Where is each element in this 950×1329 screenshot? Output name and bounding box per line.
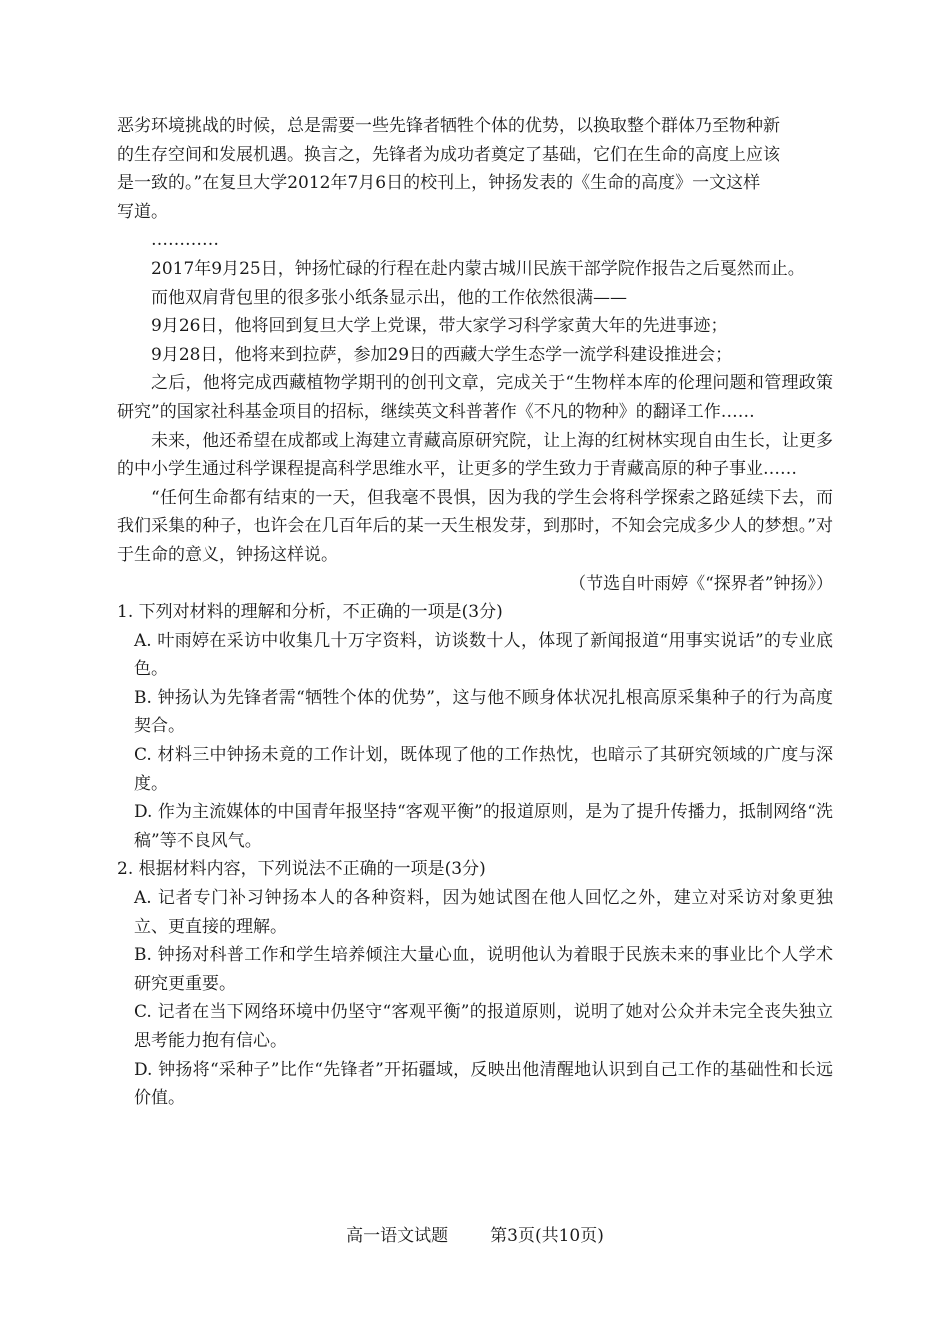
passage-paragraph-continued <box>117 112 833 226</box>
question-2 <box>117 855 833 1112</box>
footer-page-number: 第3页(共10页) <box>490 1226 604 1246</box>
passage-paragraph: “任何生命都有结束的一天，但我毫不畏惧，因为我的学生会将科学探索之路延续下去，而我们采集的种子，也许会在几百年后的某一天生根发芽，到那时，不知会完成多少人的梦想。”对于生命的意义，钟扬这样说。 <box>117 487 833 565</box>
passage-paragraph: 之后，他将完成西藏植物学期刊的创刊文章，完成关于“生物样本库的伦理问题和管理政策研究”的国家社科基金项目的招标，继续英文科普著作《不凡的物种》的翻译工作…… <box>117 373 833 422</box>
passage-paragraph: 9月28日，他将来到拉萨，参加29日的西藏大学生态学一流学科建设推进会； <box>151 344 733 365</box>
passage-source: （节选自叶雨婷《“探界者”钟扬》） <box>569 573 833 594</box>
passage-paragraph: 9月26日，他将回到复旦大学上党课，带大家学习科学家黄大年的先进事迹； <box>151 316 728 337</box>
passage-paragraph: 2017年9月25日，钟扬忙碌的行程在赴内蒙古城川民族干部学院作报告之后戛然而止。 <box>151 258 805 279</box>
page-content <box>117 112 833 1113</box>
passage-paragraph: 未来，他还希望在成都或上海建立青藏高原研究院，让上海的红树林实现自由生长，让更多的中小学生通过科学课程提高科学思维水平，让更多的学生致力于青藏高原的种子事业…… <box>117 430 833 480</box>
question-stem: 2. 根据材料内容，下列说法不正确的一项是(3分) <box>117 859 486 880</box>
question-stem: 1. 下列对材料的理解和分析，不正确的一项是(3分) <box>117 602 503 623</box>
question-1 <box>117 598 833 855</box>
option-b: B. 钟扬认为先锋者需“牺牲个体的优势”，这与他不顾身体状况扎根高原采集种子的行为高度契合。 <box>134 687 833 737</box>
footer-title: 高一语文试题 <box>346 1226 449 1246</box>
passage-line: 写道。 <box>117 201 168 222</box>
passage-line: 是一致的。”在复旦大学2012年7月6日的校刊上，钟扬发表的《生命的高度》一文这样 <box>117 173 761 194</box>
page-footer <box>0 1224 950 1248</box>
passage-line: 恶劣环境挑战的时候，总是需要一些先锋者牺牲个体的优势，以换取整个群体乃至物种新 <box>117 116 780 136</box>
option-c: C. 记者在当下网络环境中仍坚守“客观平衡”的报道原则，说明了她对公众并未完全丧失独立思考能力抱有信心。 <box>134 1002 833 1051</box>
option-b: B. 钟扬对科普工作和学生培养倾注大量心血，说明他认为着眼于民族未来的事业比个人学术研究更重要。 <box>134 945 833 994</box>
passage-paragraph: 而他双肩背包里的很多张小纸条显示出，他的工作依然很满—— <box>151 287 627 308</box>
option-a: A. 叶雨婷在采访中收集几十万字资料，访谈数十人，体现了新闻报道“用事实说话”的专业底色。 <box>134 630 833 680</box>
option-d: D. 钟扬将“采种子”比作“先锋者”开拓疆域，反映出他清醒地认识到自己工作的基础性和长远价值。 <box>134 1059 833 1109</box>
passage-ellipsis: ………… <box>151 230 219 251</box>
passage-line: 的生存空间和发展机遇。换言之，先锋者为成功者奠定了基础，它们在生命的高度上应该 <box>117 144 780 165</box>
option-d: D. 作为主流媒体的中国青年报坚持“客观平衡”的报道原则，是为了提升传播力，抵制网络“洗稿”等不良风气。 <box>134 802 833 851</box>
option-c: C. 材料三中钟扬未竟的工作计划，既体现了他的工作热忱，也暗示了其研究领域的广度与深度。 <box>134 745 833 794</box>
option-a: A. 记者专门补习钟扬本人的各种资料，因为她试图在他人回忆之外，建立对采访对象更独立、更直接的理解。 <box>134 888 833 937</box>
